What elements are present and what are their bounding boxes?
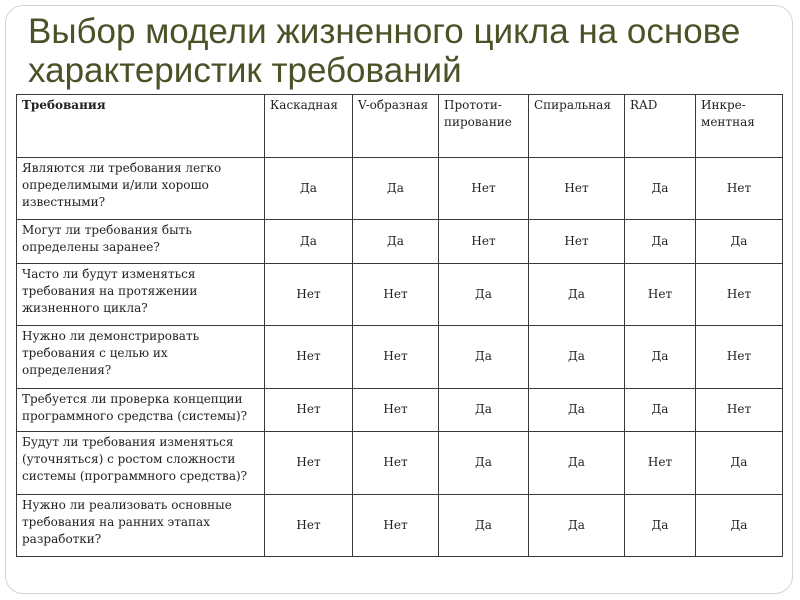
row-value: Нет: [353, 388, 439, 431]
row-value: Да: [625, 326, 696, 388]
row-value: Нет: [353, 432, 439, 494]
row-value: Нет: [353, 326, 439, 388]
row-value: Да: [439, 432, 529, 494]
row-value: Да: [696, 494, 783, 556]
row-value: Да: [625, 494, 696, 556]
table-row: [17, 494, 783, 556]
row-value: Нет: [625, 263, 696, 325]
row-value: Нет: [625, 432, 696, 494]
row-value: Да: [439, 326, 529, 388]
row-value: Нет: [265, 388, 353, 431]
row-value: Да: [265, 158, 353, 220]
row-value: Да: [625, 158, 696, 220]
row-value: Нет: [696, 326, 783, 388]
table-header-row: [17, 95, 783, 158]
row-value: Нет: [696, 158, 783, 220]
table-row: [17, 432, 783, 494]
row-value: Да: [265, 220, 353, 263]
header-model: Прототи-пирование: [439, 95, 529, 158]
table-row: [17, 220, 783, 263]
header-model: V-образная: [353, 95, 439, 158]
row-value: Нет: [353, 494, 439, 556]
row-value: Нет: [696, 263, 783, 325]
row-value: Нет: [265, 432, 353, 494]
slide-title: [28, 12, 778, 90]
table-row: [17, 388, 783, 431]
row-value: Да: [439, 494, 529, 556]
row-value: Да: [529, 326, 625, 388]
row-question: Будут ли требования изменяться (уточняться) с ростом сложности системы (программного средства)?: [17, 432, 265, 494]
row-value: Да: [625, 388, 696, 431]
row-value: Нет: [529, 220, 625, 263]
row-question: Нужно ли реализовать основные требования на ранних этапах разработки?: [17, 494, 265, 556]
row-value: Да: [439, 263, 529, 325]
row-value: Нет: [439, 158, 529, 220]
row-value: Нет: [529, 158, 625, 220]
row-value: Нет: [439, 220, 529, 263]
header-model: RAD: [625, 95, 696, 158]
row-value: Да: [353, 158, 439, 220]
row-value: Да: [696, 220, 783, 263]
header-model: Инкре-ментная: [696, 95, 783, 158]
row-value: Нет: [265, 326, 353, 388]
row-value: Да: [696, 432, 783, 494]
row-value: Да: [529, 494, 625, 556]
row-value: Да: [529, 263, 625, 325]
row-value: Да: [353, 220, 439, 263]
row-question: Часто ли будут изменяться требования на протяжении жизненного цикла?: [17, 263, 265, 325]
row-value: Нет: [265, 494, 353, 556]
header-requirements: Требования: [17, 95, 265, 158]
row-question: Нужно ли демонстрировать требования с целью их определения?: [17, 326, 265, 388]
table-row: [17, 158, 783, 220]
row-value: Нет: [696, 388, 783, 431]
header-model: Спиральная: [529, 95, 625, 158]
row-value: Нет: [265, 263, 353, 325]
header-model: Каскадная: [265, 95, 353, 158]
row-value: Да: [625, 220, 696, 263]
row-question: Требуется ли проверка концепции программного средства (системы)?: [17, 388, 265, 431]
table-row: [17, 263, 783, 325]
row-value: Да: [529, 388, 625, 431]
table-row: [17, 326, 783, 388]
requirements-table: [16, 94, 783, 557]
row-value: Да: [529, 432, 625, 494]
slide-title-line-2: характеристик требований: [28, 51, 462, 90]
slide-title-line-1: Выбор модели жизненного цикла на основе: [28, 12, 741, 51]
row-value: Да: [439, 388, 529, 431]
row-question: Могут ли требования быть определены заранее?: [17, 220, 265, 263]
row-value: Нет: [353, 263, 439, 325]
row-question: Являются ли требования легко определимыми и/или хорошо известными?: [17, 158, 265, 220]
